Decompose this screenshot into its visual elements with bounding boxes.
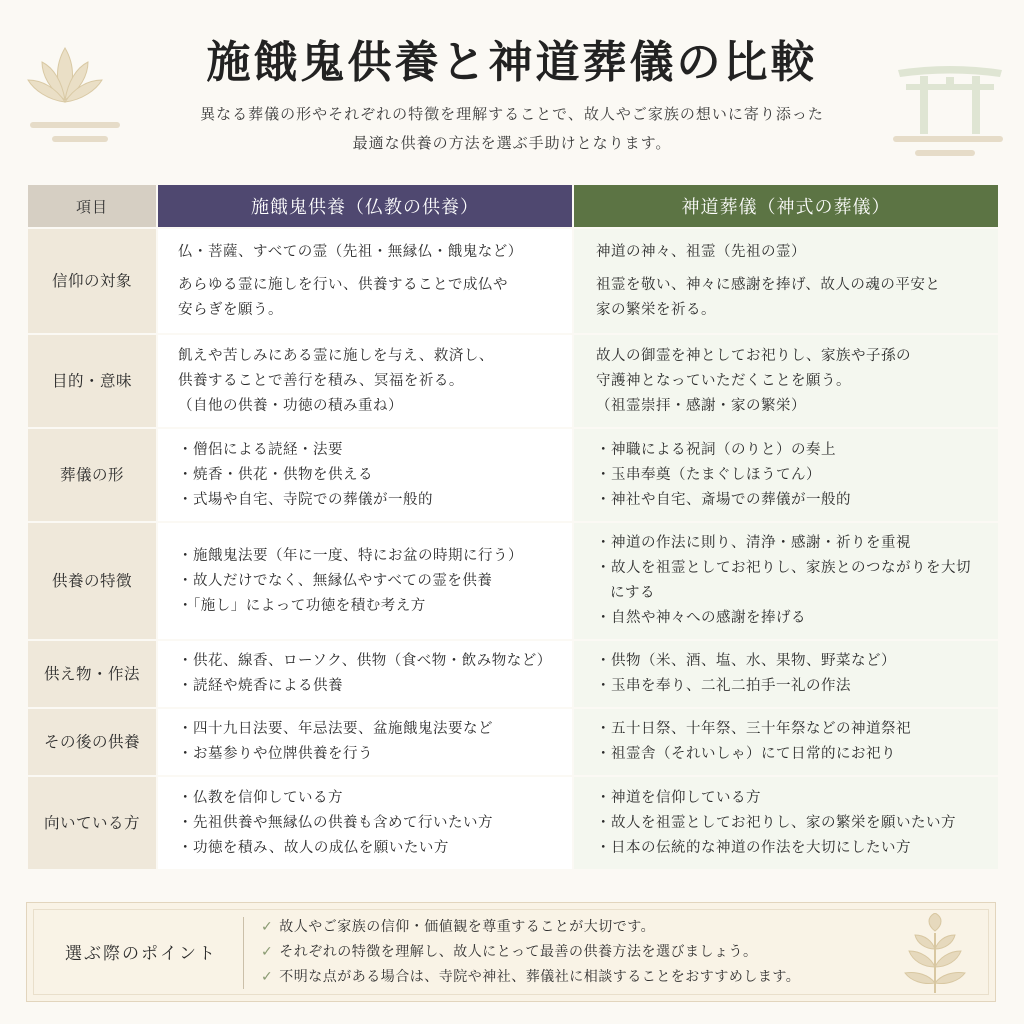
shinto-cell [574, 641, 998, 707]
point-item [261, 965, 800, 990]
list-item: ・ 供花、線香、ローソク、供物（食べ物・飲み物など） [178, 649, 558, 674]
check-icon: ✓ [261, 944, 274, 960]
comparison-table [26, 183, 1000, 871]
list-item: ・ 五十日祭、十年祭、三十年祭などの神道祭祀 [596, 717, 984, 742]
row-label: 葬儀の形 [28, 429, 156, 521]
table-row [28, 523, 998, 639]
cell-text: 守護神となっていただくことを願う。 [596, 372, 851, 389]
leaf-sprig-icon [897, 913, 973, 995]
decorative-line [30, 122, 120, 128]
buddhist-cell [158, 429, 572, 521]
header-shinto: 神道葬儀（神式の葬儀） [574, 185, 998, 227]
row-label: 供え物・作法 [28, 641, 156, 707]
shinto-cell [574, 335, 998, 427]
subtitle [130, 100, 894, 158]
cell-text: （祖霊崇拝・感謝・家の繁栄） [596, 397, 806, 414]
check-icon: ✓ [261, 919, 274, 935]
buddhist-cell [158, 777, 572, 869]
shinto-cell [574, 429, 998, 521]
header-buddhist: 施餓鬼供養（仏教の供養） [158, 185, 572, 227]
point-text: 不明な点がある場合は、寺院や神社、葬儀社に相談することをおすすめします。 [279, 969, 801, 985]
list-item: ・ 供物（米、酒、塩、水、果物、野菜など） [596, 649, 984, 674]
cell-text: 安らぎを願う。 [178, 301, 283, 318]
list-item: ・ 式場や自宅、寺院での葬儀が一般的 [178, 488, 558, 513]
buddhist-cell [158, 641, 572, 707]
table-row [28, 429, 998, 521]
point-item [261, 915, 800, 940]
list-item: ・ 故人だけでなく、無縁仏やすべての霊を供養 [178, 569, 558, 594]
list-item: ・ 日本の伝統的な神道の作法を大切にしたい方 [596, 836, 984, 861]
buddhist-cell [158, 709, 572, 775]
list-item: ・ 神道を信仰している方 [596, 786, 984, 811]
list-item: ・ 読経や焼香による供養 [178, 674, 558, 699]
shinto-cell [574, 777, 998, 869]
table-row [28, 641, 998, 707]
list-item: ・ 玉串奉奠（たまぐしほうてん） [596, 463, 984, 488]
cell-text: 飢えや苦しみにある霊に施しを与え、救済し、 [178, 347, 494, 364]
cell-text: 仏・菩薩、すべての霊（先祖・無縁仏・餓鬼など） [178, 243, 523, 260]
decorative-line [893, 136, 1003, 142]
list-item: ・ 四十九日法要、年忌法要、盆施餓鬼法要など [178, 717, 558, 742]
list-item: ・ 祖霊舎（それいしゃ）にて日常的にお祀り [596, 742, 984, 767]
cell-text: あらゆる霊に施しを行い、供養することで成仏や [178, 276, 508, 293]
list-item: ・ 神社や自宅、斎場での葬儀が一般的 [596, 488, 984, 513]
check-icon: ✓ [261, 969, 274, 985]
list-item: ・ 故人を祖霊としてお祀りし、家族とのつながりを大切にする [596, 556, 984, 606]
row-label: その後の供養 [28, 709, 156, 775]
cell-text: 神道の神々、祖霊（先祖の霊） [596, 243, 806, 260]
table-header-row [28, 185, 998, 227]
cell-text: 供養することで善行を積み、冥福を祈る。 [178, 372, 464, 389]
list-item: ・ 自然や神々への感謝を捧げる [596, 606, 984, 631]
list-item: ・ 神道の作法に則り、清浄・感謝・祈りを重視 [596, 531, 984, 556]
decorative-line [52, 136, 108, 142]
buddhist-cell [158, 523, 572, 639]
row-label: 信仰の対象 [28, 229, 156, 333]
table-row [28, 335, 998, 427]
list-item: ・ お墓参りや位牌供養を行う [178, 742, 558, 767]
decorative-line [915, 150, 975, 156]
selection-points-box [26, 902, 996, 1002]
shinto-cell [574, 229, 998, 333]
row-label: 目的・意味 [28, 335, 156, 427]
point-item [261, 940, 800, 965]
list-item: ・ 施餓鬼法要（年に一度、特にお盆の時期に行う） [178, 544, 558, 569]
row-label: 供養の特徴 [28, 523, 156, 639]
points-label: 選ぶ際のポイント [65, 944, 217, 964]
divider [243, 917, 244, 989]
subtitle-line: 最適な供養の方法を選ぶ手助けとなります。 [352, 134, 672, 152]
header-item: 項目 [28, 185, 156, 227]
subtitle-line: 異なる葬儀の形やそれぞれの特徴を理解することで、故人やご家族の想いに寄り添った [200, 105, 824, 123]
points-list [261, 915, 800, 990]
list-item: ・ 先祖供養や無縁仏の供養も含めて行いたい方 [178, 811, 558, 836]
list-item: ・ 仏教を信仰している方 [178, 786, 558, 811]
point-text: 故人やご家族の信仰・価値観を尊重することが大切です。 [279, 919, 656, 935]
list-item: ・ 「施し」によって功徳を積む考え方 [178, 594, 558, 619]
cell-text: 祖霊を敬い、神々に感謝を捧げ、故人の魂の平安と [596, 276, 941, 293]
buddhist-cell [158, 335, 572, 427]
list-item: ・ 焼香・供花・供物を供える [178, 463, 558, 488]
row-label: 向いている方 [28, 777, 156, 869]
cell-text: （自他の供養・功徳の積み重ね） [178, 397, 403, 414]
cell-text: 故人の御霊を神としてお祀りし、家族や子孫の [596, 347, 911, 364]
page-title: 施餓鬼供養と神道葬儀の比較 [206, 37, 818, 88]
shinto-cell [574, 709, 998, 775]
table-row [28, 709, 998, 775]
list-item: ・ 功徳を積み、故人の成仏を願いたい方 [178, 836, 558, 861]
table-row [28, 229, 998, 333]
list-item: ・ 故人を祖霊としてお祀りし、家の繁栄を願いたい方 [596, 811, 984, 836]
shinto-cell [574, 523, 998, 639]
cell-text: 家の繁栄を祈る。 [596, 301, 716, 318]
list-item: ・ 玉串を奉り、二礼二拍手一礼の作法 [596, 674, 984, 699]
point-text: それぞれの特徴を理解し、故人にとって最善の供養方法を選びましょう。 [279, 944, 758, 960]
table-row [28, 777, 998, 869]
buddhist-cell [158, 229, 572, 333]
list-item: ・ 僧侶による読経・法要 [178, 438, 558, 463]
list-item: ・ 神職による祝詞（のりと）の奏上 [596, 438, 984, 463]
